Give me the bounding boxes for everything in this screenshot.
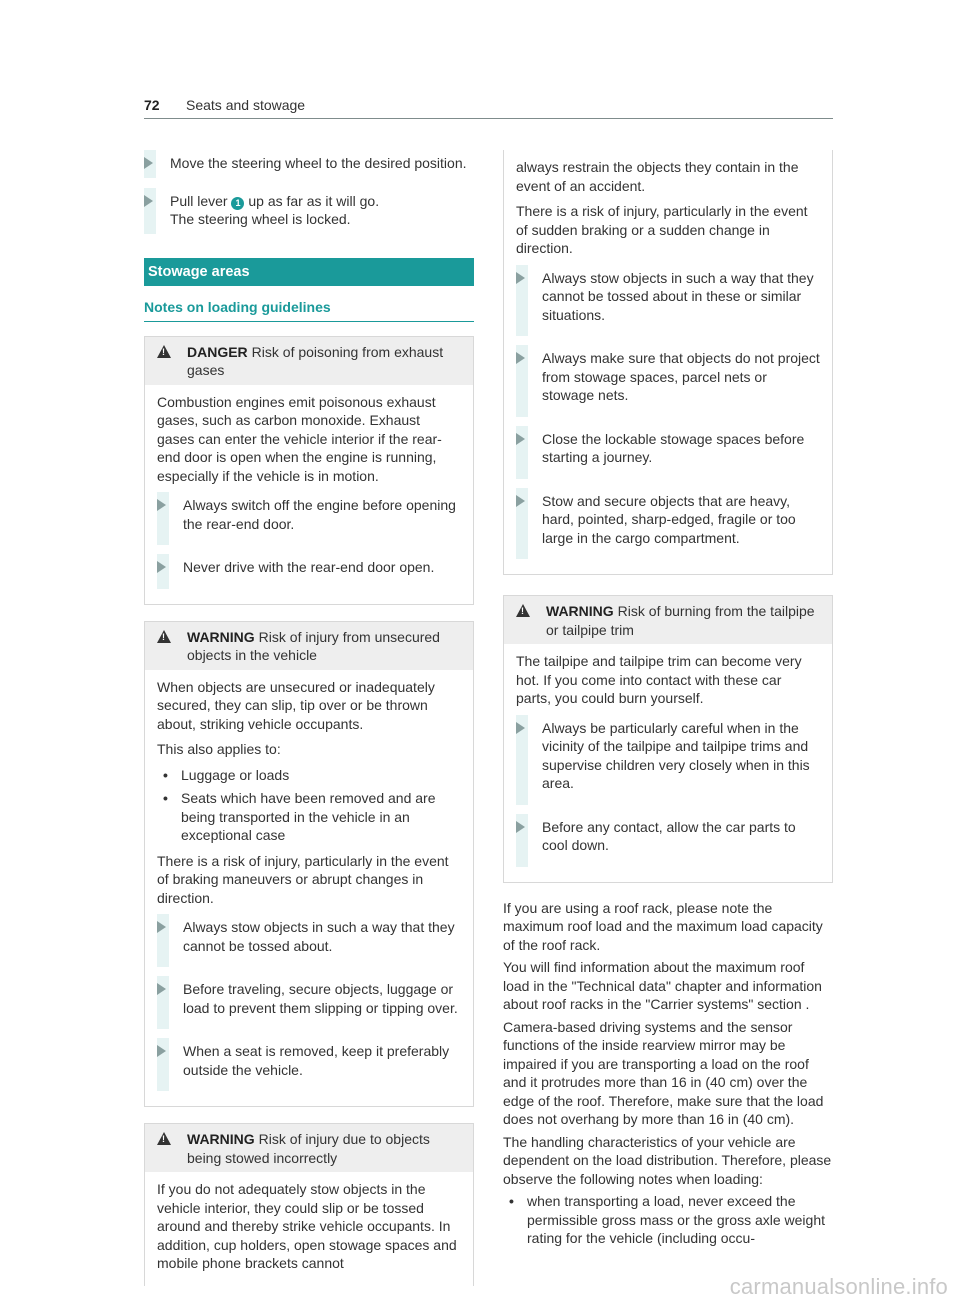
warning-header	[145, 622, 473, 670]
left-column	[144, 150, 474, 1302]
step-arrow-icon	[516, 495, 525, 507]
instruction-step	[516, 814, 820, 867]
step-arrow-icon	[144, 157, 153, 169]
subsection-title: Notes on loading guidelines	[144, 292, 474, 322]
warning-header	[504, 596, 832, 644]
step-text: Always stow objects in such a way that they cannot be tossed about in these or similar situations.	[542, 269, 814, 323]
instruction-step	[516, 265, 820, 337]
step-text: Always stow objects in such a way that they cannot be tossed about.	[183, 919, 455, 954]
list-item: • Luggage or loads	[157, 766, 461, 785]
warning-triangle-icon	[516, 604, 530, 617]
warning-title: Risk of burning from the tailpipe or tailpipe trim	[546, 603, 815, 638]
bullet-list	[503, 1192, 833, 1248]
step-arrow-icon	[516, 352, 525, 364]
step-arrow-icon	[516, 722, 525, 734]
warning-paragraph: When objects are unsecured or inadequately secured, they can slip, tip over or be thrown about, striking vehicle occupants.	[157, 678, 435, 732]
watermark: carmanualsonline.info	[729, 1273, 948, 1299]
instruction-step	[516, 488, 820, 560]
lever-marker-icon: 1	[231, 197, 244, 210]
chapter-title: Seats and stowage	[186, 97, 306, 113]
warning-paragraph: There is a risk of injury, particularly in the event of sudden braking or a sudden change in direction.	[516, 203, 808, 256]
list-item: • when transporting a load, never exceed the permissible gross mass or the gross axle weight rating for the vehicle (including occu-	[503, 1192, 833, 1248]
warning-paragraph: The tailpipe and tailpipe trim can become very hot. If you come into contact with these car parts, you could burn yourself.	[516, 653, 802, 706]
warning-header	[145, 1124, 473, 1172]
instruction-step	[157, 976, 461, 1029]
instruction-step	[157, 492, 461, 545]
warning-keyword: WARNING	[546, 603, 614, 619]
step-arrow-icon	[157, 983, 166, 995]
warning-keyword: WARNING	[187, 628, 255, 645]
step-text: Never drive with the rear-end door open.	[183, 559, 435, 575]
body-paragraph: The handling characteristics of your vehicle are dependent on the load distribution. Therefore, please observe the following notes when loading:	[503, 1133, 832, 1187]
instruction-step	[157, 914, 461, 967]
step-text: Always switch off the engine before opening the rear-end door.	[183, 497, 456, 532]
body-text	[503, 899, 833, 1248]
instruction-step	[516, 426, 820, 479]
page-header	[144, 94, 833, 119]
instruction-step	[516, 715, 820, 805]
step-arrow-icon	[157, 921, 166, 933]
step-arrow-icon	[157, 1045, 166, 1057]
body-paragraph: You will find information about the maximum roof load in the "Technical data" chapter and information about roof racks in the "Carrier systems" section .	[503, 959, 822, 1012]
right-column	[503, 150, 833, 1255]
warning-triangle-icon	[157, 345, 171, 358]
warning-triangle-icon	[157, 1132, 171, 1145]
step-arrow-icon	[157, 561, 166, 573]
warning-paragraph: This also applies to:	[157, 741, 281, 757]
step-text: Before any contact, allow the car parts to cool down.	[542, 818, 796, 853]
step-result: The steering wheel is locked.	[170, 211, 351, 227]
step-text: Before traveling, secure objects, luggage or load to prevent them slipping or tipping over.	[183, 981, 458, 1016]
warning-title: Risk of injury due to objects being stowed incorrectly	[187, 1131, 430, 1166]
page-number: 72	[144, 97, 160, 113]
step-text: Stow and secure objects that are heavy, hard, pointed, sharp-edged, fragile or too large in the cargo compartment.	[542, 492, 796, 546]
danger-header	[145, 337, 473, 385]
step-arrow-icon	[157, 499, 166, 511]
bullet-list	[157, 766, 461, 845]
danger-box	[144, 336, 474, 605]
instruction-step	[144, 150, 474, 178]
danger-paragraph: Combustion engines emit poisonous exhaust gases, such as carbon monoxide. Exhaust gases can enter the vehicle interior if the rear-end door is open when the engine is running, especially if the vehicle is in motion.	[157, 393, 442, 484]
warning-paragraph: If you do not adequately stow objects in the vehicle interior, they could slip or be tossed around and thereby strike vehicle occupants. In addition, cup holders, open stowage spaces and mobile phone brackets cannot	[157, 1181, 457, 1271]
instruction-step	[157, 554, 461, 589]
warning-box-continued	[503, 150, 833, 575]
instruction-step	[144, 188, 474, 234]
step-arrow-icon	[516, 821, 525, 833]
danger-keyword: DANGER	[187, 343, 248, 360]
warning-title: Risk of injury from unsecured objects in the vehicle	[187, 628, 440, 663]
warning-box	[144, 621, 474, 1108]
warning-paragraph: always restrain the objects they contain in the event of an accident.	[516, 159, 799, 194]
body-paragraph: Camera-based driving systems and the sensor functions of the inside rearview mirror may be impaired if you are transporting a load on the roof and it protrudes more than 16 in (40 cm) over the edge of the roof. Therefore, make sure that the load does not overhang by more than 16 in (40 cm).	[503, 1018, 824, 1127]
section-title: Stowage areas	[144, 258, 474, 287]
step-arrow-icon	[144, 195, 153, 207]
step-text: Close the lockable stowage spaces before starting a journey.	[542, 430, 805, 465]
warning-box	[144, 1123, 474, 1286]
body-paragraph: If you are using a roof rack, please note the maximum roof load and the maximum load capacity of the roof rack.	[503, 899, 823, 953]
danger-title: Risk of poisoning from exhaust gases	[187, 343, 444, 378]
warning-paragraph: There is a risk of injury, particularly in the event of braking maneuvers or abrupt changes in direction.	[157, 852, 449, 906]
list-item: • Seats which have been removed and are being transported in the vehicle in an exceptional case	[157, 789, 461, 845]
step-text: When a seat is removed, keep it preferably outside the vehicle.	[183, 1043, 450, 1078]
instruction-step	[157, 1038, 461, 1091]
step-text: Always be particularly careful when in the vicinity of the tailpipe and tailpipe trims and supervise children very closely when in this area.	[542, 719, 810, 791]
instruction-step	[516, 345, 820, 417]
warning-box	[503, 595, 833, 883]
step-text: Move the steering wheel to the desired position.	[170, 155, 467, 171]
step-text	[170, 192, 474, 211]
step-text-after: up as far as it will go.	[244, 192, 380, 209]
step-text-before: Pull lever	[170, 192, 232, 209]
step-arrow-icon	[516, 433, 525, 445]
step-arrow-icon	[516, 272, 525, 284]
warning-keyword: WARNING	[187, 1131, 255, 1147]
warning-triangle-icon	[157, 630, 171, 643]
step-text: Always make sure that objects do not project from stowage spaces, parcel nets or stowage nets.	[542, 350, 820, 403]
